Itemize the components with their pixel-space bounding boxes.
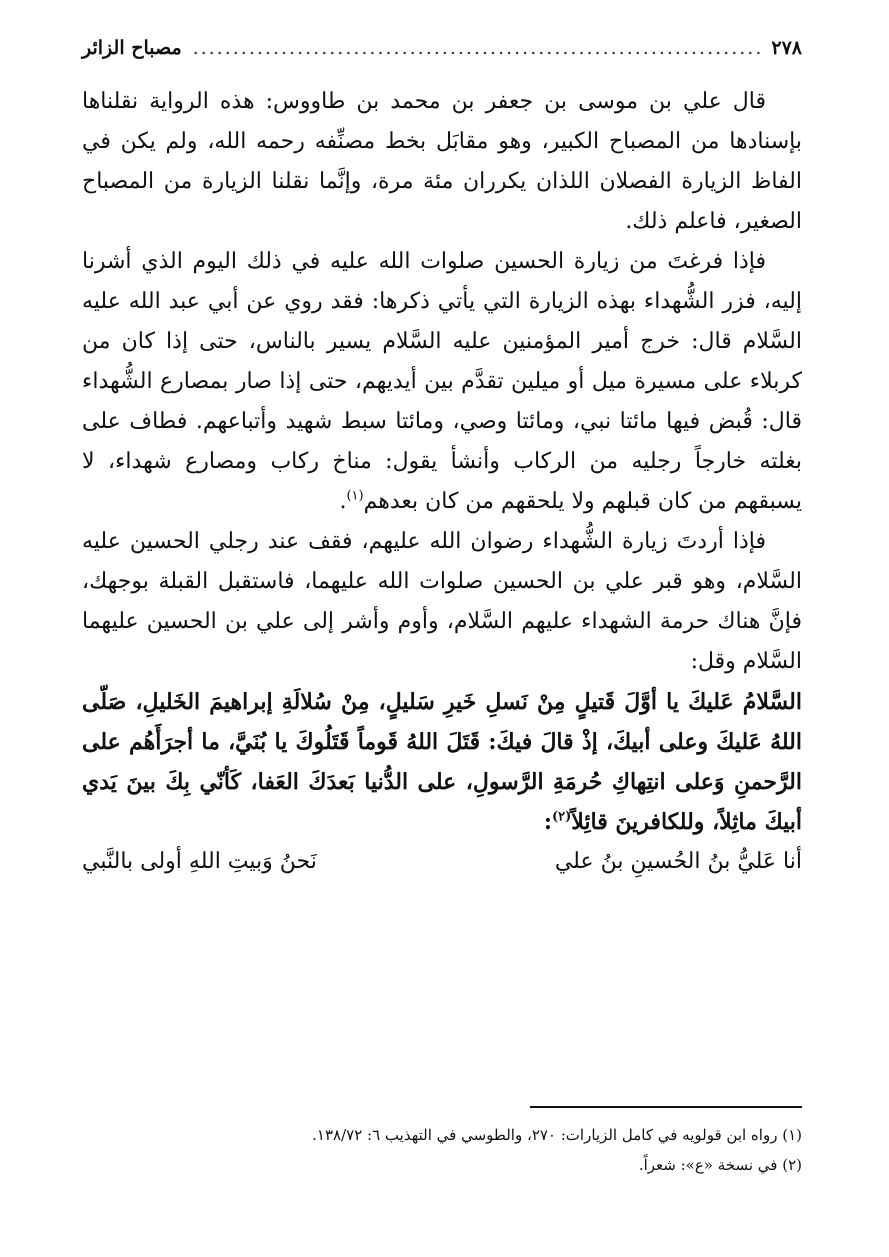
paragraph-text: السَّلامُ عَليكَ يا أوَّلَ قَتيلٍ مِنْ نَسلِ خَيرِ سَليلٍ، مِنْ سُلالَةِ إبراهيمَ الخَليلِ، صَلّى اللهُ عَليكَ وعلى أبيكَ، إذْ قالَ فيكَ: قَتَلَ اللهُ قَوماً قَتَلُوكَ يا بُنَيَّ، ما أجرَأَهُم على الرَّحمنِ وَعلى انتِهاكِ حُرمَةِ الرَّسولِ، على الدُّنيا بَعدَكَ العَفا، كَأنّي بِكَ بينَ يَدي أبيكَ ماثِلاً، وللكافرينَ قائِلاً: [82, 689, 802, 835]
footnote-2: (٢) في نسخة «ع»: شعراً.: [638, 1156, 802, 1174]
header-leader-dots: .......................................................................: [192, 37, 764, 59]
footnotes: [82, 1120, 802, 1180]
footnote-reference[interactable]: (٢): [552, 809, 572, 825]
paragraph-ending: .: [339, 489, 347, 514]
paragraph-text: قال علي بن موسى بن جعفر بن محمد بن طاووس: هذه الرواية نقلناها بإسنادها من المصباح الكبير، وهو مقابَل بخط مصنِّفه رحمه الله، ولم يكن في الفاظ الزيارة الفصلان اللذان يكرران مئة مرة، وإنَّما نقلنا الزيارة من المصباح الصغير، فاعلم ذلك.: [82, 89, 802, 234]
page-body: [82, 82, 802, 882]
verse-second-hemistich: نَحنُ وَبيتِ اللهِ أولى بالنَّبي: [82, 849, 317, 874]
running-header: [82, 28, 802, 68]
paragraph-visit-instruction: [82, 522, 802, 682]
poetry-verse: [82, 842, 802, 882]
paragraph-text: فإذا فرغتَ من زيارة الحسين صلوات الله عليه في ذلك اليوم الذي أشرنا إليه، فزر الشُّهداء بهذه الزيارة التي يأتي ذكرها: فقد روي عن أبي عبد الله عليه السَّلام قال: خرج أمير المؤمنين عليه السَّلام يسير بالناس، حتى إذا كان من كربلاء على مسيرة ميل أو ميلين تقدَّم بين أيديهم، حتى إذا صار بمصارع الشُّهداء قال: قُبض فيها مائتا نبي، ومائتا وصي، ومائتا سبط شهيد وأتباعهم. فطاف على بغلته خارجاً رجليه من الركاب وأنشأ يقول: مناخ ركاب ومصارع شهداء، لا يسبقهم من كان قبلهم ولا يلحقهم من كان بعدهم: [82, 249, 802, 514]
footnote-reference[interactable]: (١): [346, 488, 364, 504]
paragraph-martyrs-narration: [82, 242, 802, 522]
footnote-separator: [530, 1106, 802, 1108]
verse-first-hemistich: أنا عَليُّ بنُ الحُسينِ بنُ علي: [554, 849, 802, 874]
footnote-1: (١) رواه ابن قولويه في كامل الزيارات: ٢٧٠، والطوسي في التهذيب ٦: ١٣٨/٧٢.: [312, 1126, 802, 1144]
book-page: [82, 28, 802, 1228]
paragraph-author-note: [82, 82, 802, 242]
page-number: ٢٧٨: [771, 37, 802, 59]
book-title: مصباح الزائر: [82, 37, 182, 59]
paragraph-ending: :: [543, 809, 552, 835]
paragraph-text: فإذا أردتَ زيارة الشُّهداء رضوان الله عليهم، فقف عند رجلي الحسين عليه السَّلام، وهو قبر علي بن الحسين صلوات الله عليهما، فاستقبل القبلة بوجهك، فإنَّ هناك حرمة الشهداء عليهم السَّلام، وأوم وأشر إلى علي بن الحسين عليهما السَّلام وقل:: [82, 529, 802, 674]
paragraph-ziyarah-text: [82, 682, 802, 842]
